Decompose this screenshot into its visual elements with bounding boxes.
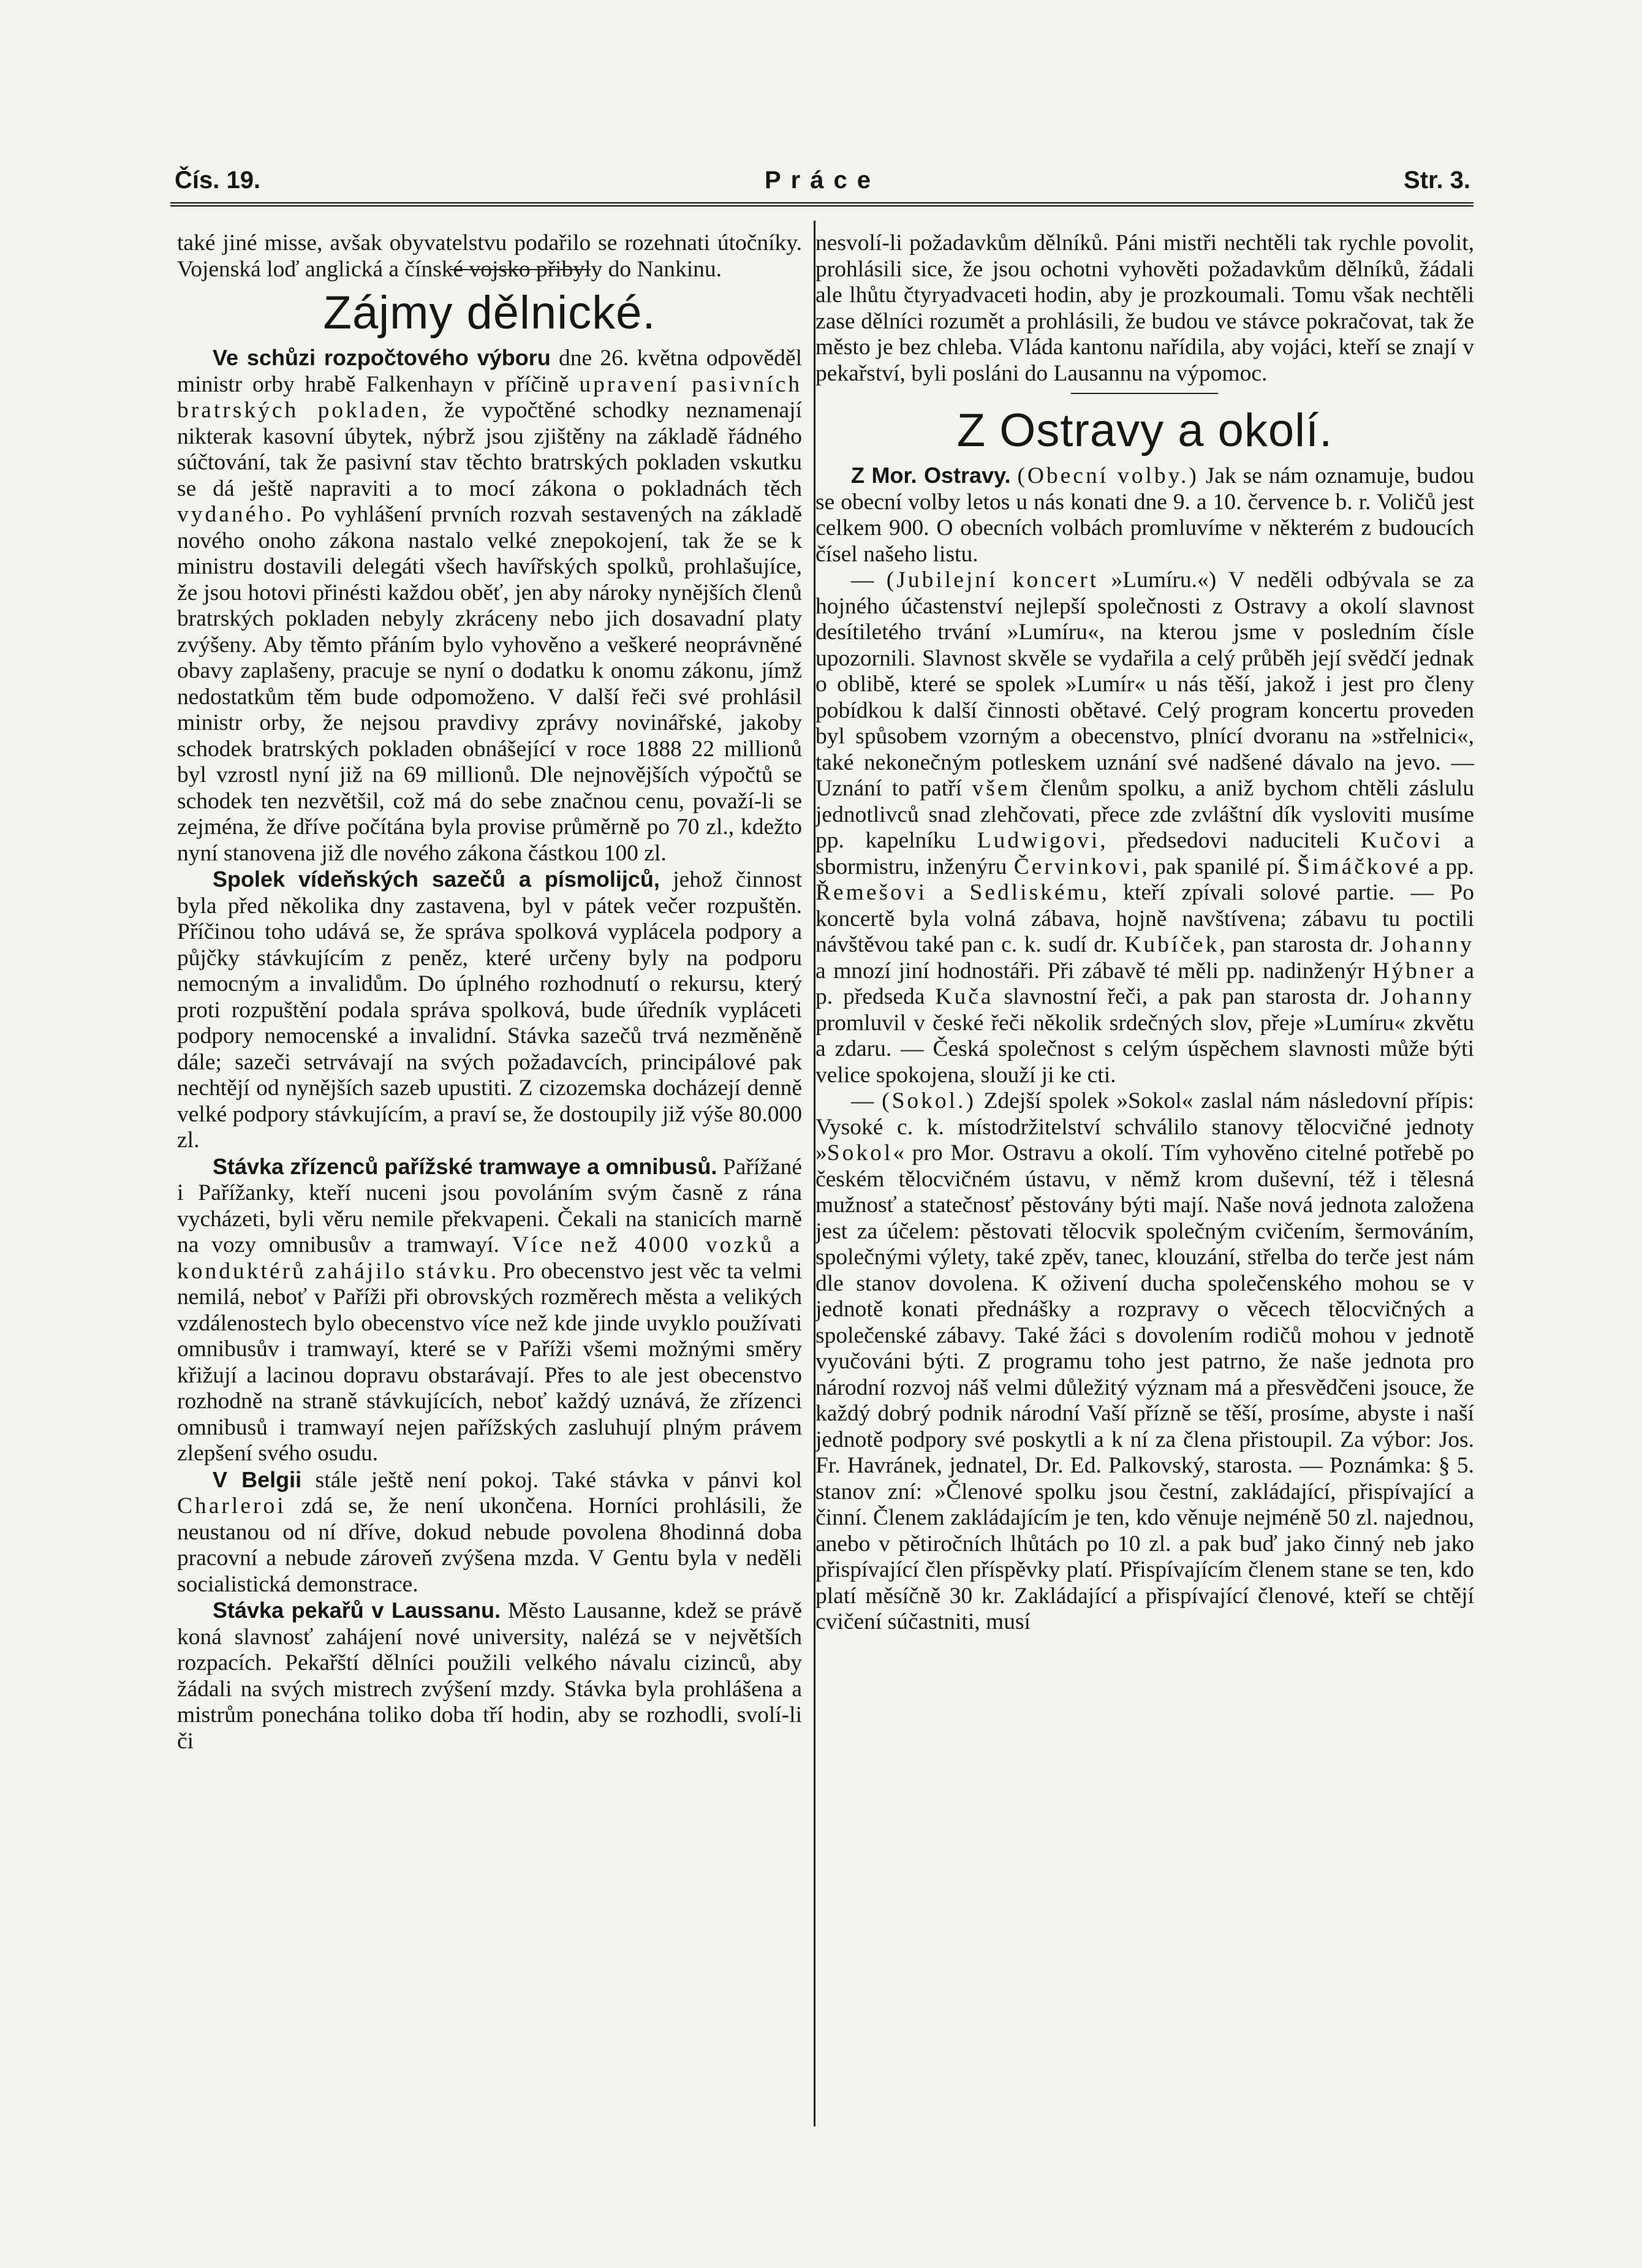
- article-paragraph: nesvolí-li požadavkům dělníků. Páni mistři nechtěli tak rychle povolit, prohlásili sice, že jsou ochotni vyhověti požadavkům dělníků, žádali ale lhůtu čtyryadvaceti hodin, aby je prozkoumali. Tomu však nechtěli zase dělníci rozumět a prohlásili, že budou ve stávce pokračovat, tak že město je bez chleba. Vláda kantonu nařídila, aby vojáci, kteří se znají v pekařství, byli posláni do Lausannu na výpomoc.: [815, 230, 1474, 386]
- article-lead: Z Mor. Ostravy.: [851, 463, 1011, 488]
- article-lausanne-bakers: Stávka pekařů v Laussanu. Město Lausanne, kdež se právě koná slavnosť zahájení nové university, nalézá se v největších rozpacích. Pekařští dělníci použili velkého návalu cizinců, aby žádali na svých mistrech zvýšení mzdy. Stávka byla prohlášena a mistrům ponechána toliko doba tří hodin, aby se rozhodli, svolí-li či: [177, 1598, 802, 1754]
- article-vienna-typesetters: Spolek vídeňských sazečů a písmolijců, jehož činnost byla před několika dny zastavena, byl v pátek večer rozpuštěn. Příčinou toho udává se, že správa spolková vyplácela podpory a půjčky stávkujícím z peněz, které určeny byly na podporu nemocným a invalidům. Do úplného rozhodnutí o rekursu, který proti rozpuštění podala správa spolková, bude úředník vypláceti podpory nemocenské a invalidní. Stávka sazečů trvá nezměněně dále; sazeči setrvávají na svých požadavcích, principálové pak nechtějí od nynějších sazeb upustiti. Z cizozemska docházejí denně velké podpory stávkujícím, a praví se, že dostoupily již výše 80.000 zl.: [177, 867, 802, 1153]
- page-number: Str. 3.: [1404, 167, 1470, 194]
- article-municipal-elections: Z Mor. Ostravy. (Obecní volby.) Jak se nám oznamuje, budou se obecní volby letos u nás konati dne 9. a 10. července b. r. Voličů jest celkem 900. O obecních volbách promluvíme v některém z budoucích čísel našeho listu.: [815, 463, 1474, 567]
- page-header: [175, 167, 1470, 199]
- article-lead: Ve schůzi rozpočtového výboru: [213, 345, 551, 370]
- article-budget-committee: Ve schůzi rozpočtového výboru dne 26. května odpověděl ministr orby hrabě Falkenhayn v příčině upravení pasivních bratrských pokladen, že vypočtěné schodky neznamenají nikterak kasovní úbytek, nýbrž jsou zjištěny na základě řádného súčtování, tak že pasivní stav těchto bratrských pokladen vskutku se dá ještě napraviti a to mocí zákona o pokladnách těch vydaného. Po vyhlášení prvních rozvah sestavených na základě nového onoho zákona nastalo velké znepokojení, tak že se k ministru dostavili delegáti všech havířských spolků, prohlašujíce, že jsou hotovi přinésti každou oběť, jen aby nároky nynějších členů bratrských pokladen nebyly zkráceny nebo jich dosavadní platy zvýšeny. Aby těmto přáním bylo vyhověno a veškeré neoprávněné obavy zaplašeny, pracuje se nyní o dodatku k onomu zákonu, jímž nedostatkům těm bude odpomoženo. V další řeči své prohlásil ministr orby, že nejsou pravdivy zprávy novinářské, jakoby schodek bratrských pokladen obnášející v roce 1888 22 millionů byl vzrostl nyní již na 69 millionů. Dle nejnovějších výpočtů se schodek ten nezvětšil, což má do sebe značnou cenu, považí-li se zejména, že dříve počítána byla provise průměrně po 70 zl., kdežto nyní stanovena již dle nového zákona částkou 100 zl.: [177, 345, 802, 866]
- article-lead: Spolek vídeňských sazečů a písmolijců,: [213, 867, 660, 892]
- article-lead: Stávka pekařů v Laussanu.: [213, 1598, 501, 1623]
- article-lead: V Belgii: [213, 1466, 302, 1492]
- header-rule: [170, 202, 1474, 207]
- left-column: [177, 230, 802, 2142]
- article-paragraph: také jiné misse, avšak obyvatelstvu podařilo se rozehnati útočníky. Vojenská loď anglická a čínské vojsko přibyly do Nankinu.: [177, 230, 802, 282]
- right-column: [815, 230, 1474, 2142]
- article-jubilee-concert: — (Jubilejní koncert »Lumíru.«) V neděli odbývala se za hojného účastenství nejlepší společnosti z Ostravy a okolí slavnost desítiletého trvání »Lumíru«, na kterou jsme v posledním čísle upozornili. Slavnost skvěle se vydařila a celý průběh její svědčí jednak o oblibě, které se spolek »Lumír« u nás těší, jakož i jest pro členy pobídkou k další činnosti obětavé. Celý program koncertu proveden byl spůsobem vzorným a obecenstvo, plnící dvoranu na »střelnici«, také nekonečným potleskem uznání své nadšené dávalo na jevo. — Uznání to patří všem členům spolku, a aniž bychom chtěli záslulu jednotlivců snad zlehčovati, přece zde zvláštní dík vysloviti musíme pp. kapelníku Ludwigovi, předsedovi naduciteli Kučovi a sbormistru, inženýru Červinkovi, pak spanilé pí. Šimáčkové a pp. Řemešovi a Sedliskému, kteří zpívali solové partie. — Po koncertě byla volná zábava, hojně navštívena; zábavu tu poctili návštěvou také pan c. k. sudí dr. Kubíček, pan starosta dr. Johanny a mnozí jiní hodnostáři. Při zábavě té měli pp. nadinženýr Hýbner a p. předseda Kuča slavnostní řeči, a pak pan starosta dr. Johanny promluvil v české řeči několik srdečných slov, přeje »Lumíru« zkvětu a zdaru. — Česká společnost s celým úspěchem slavnosti může býti velice spokojena, slouží ji ke cti.: [815, 567, 1474, 1088]
- issue-number: Čís. 19.: [175, 167, 261, 194]
- section-title: Z Ostravy a okolí.: [956, 404, 1333, 457]
- article-belgium: V Belgii stále ještě není pokoj. Také stávka v pánvi kol Charleroi zdá se, že není ukončena. Horníci prohlásili, že neustanou od ní dříve, dokud nebude povolena 8hodinná doba pracovní a nebude zároveň zvýšena mzda. V Gentu byla v neděli socialistická demonstrace.: [177, 1466, 802, 1597]
- separator-rule: [1071, 393, 1218, 394]
- newspaper-title: Práce: [765, 167, 880, 194]
- article-paris-strike: Stávka zřízenců pařížské tramwaye a omnibusů. Pařížané i Pařížanky, kteří nuceni jsou povoláním svým časně z rána vycházeti, byli věru nemile překvapeni. Čekali na stanicích marně na vozy omnibusův a tramwayí. Více než 4000 vozků a konduktérů zahájilo stávku. Pro obecenstvo jest věc ta velmi nemilá, neboť v Paříži při obrovských rozměrech města a velikých vzdálenostech bylo obecenstvo více než kde jinde uvyklo používati omnibusův i tramwayí, které se v Paříži všemi možnými směry křižují a lacinou dopravu obstarávají. Přes to ale jest obecenstvo rozhodně na straně stávkujících, neboť každý uznává, že zřízenci omnibusů i tramwayí nejen pařížských zasluhují plným právem zlepšení svého osudu.: [177, 1153, 802, 1466]
- article-sokol: — (Sokol.) Zdejší spolek »Sokol« zaslal nám následovní přípis: Vysoké c. k. místodržitelství schválilo stanovy tělocvičné jednoty »Sokol« pro Mor. Ostravu a okolí. Tím vyhověno citelné potřebě po českém tělocvičném ústavu, v němž krom duševní, též i tělesná mužnosť a statečnosť pěstovány býti mají. Naše nová jednota založena jest za účelem: pěstovati tělocvik společným cvičením, šermováním, společnými výlety, také zpěv, tanec, klouzání, střelba do terče jest nám dle stanov dovolena. K oživení ducha společenského mohou se v jednotě konati přednášky a rozpravy o věcech tělocvičných a společenské zábavy. Také žáci s dovolením rodičů mohou v jednotě vyučováni býti. Z programu toho jest patrno, že naše jednota pro národní rozvoj náš velmi důležitý význam má a přesvědčeni jsouce, že každý dobrý podnik národní Vaší přízně se těší, prosíme, abyste i naší jednotě podpory své poskytli a k ní za člena přistoupil. Za výbor: Jos. Fr. Havránek, jednatel, Dr. Ed. Palkovský, starosta. — Poznámka: § 5. stanov zní: »Členové spolku jsou čestní, zakládající, přispívající a činní. Členem zakládajícím je ten, kdo věnuje nejméně 50 zl. najednou, anebo v pětiročních lhůtách po 10 zl. a pak buď jako činný neb jako přispívající člen příspěvky platí. Přispívajícím členem stane se ten, kdo platí měsíčně 30 kr. Zakládající a přispívající členové, kteří se chtějí cvičení súčastniti, musí: [815, 1088, 1474, 1634]
- section-title: Zájmy dělnické.: [323, 287, 656, 339]
- article-lead: Stávka zřízenců pařížské tramwaye a omnibusů.: [213, 1153, 717, 1179]
